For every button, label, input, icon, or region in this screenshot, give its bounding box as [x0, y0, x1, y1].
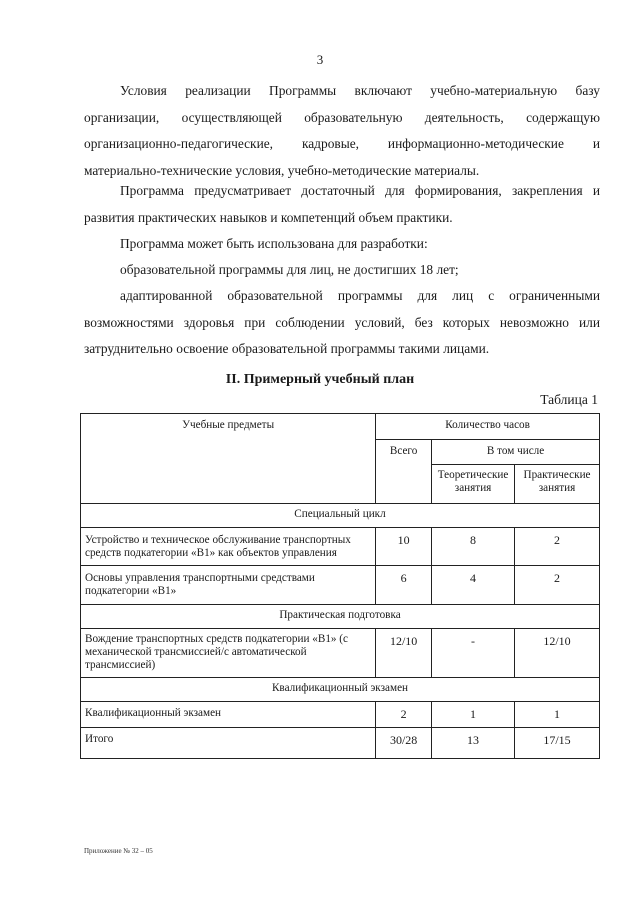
table-row-theory: -	[432, 629, 515, 678]
paragraph-conditions: Условия реализации Программы включают учебно-материальную базу организации, осуществляющей образовательную деятельность, содержащую организационно-педагогические, кадровые, информационно-методические и материально-технические условия, учебно-методические материалы.	[84, 83, 600, 178]
section-qualification-exam: Квалификационный экзамен	[81, 678, 600, 702]
table-row-theory: 4	[432, 566, 515, 605]
paragraph-usage-intro: Программа может быть использована для разработки:	[120, 236, 428, 251]
paragraph-adapted-program: адаптированной образовательной программы для лиц с ограниченными возможностями здоровья при соблюдении условий, без которых невозможно или затруднительно освоение образовательной программы такими лицами.	[84, 288, 600, 356]
header-total: Всего	[376, 440, 432, 504]
header-hours: Количество часов	[376, 414, 600, 440]
table-row-total: 2	[376, 702, 432, 728]
totals-total: 30/28	[376, 728, 432, 759]
table-caption: Таблица 1	[540, 392, 598, 407]
table-row-subject: Основы управления транспортными средствами подкатегории «В1»	[81, 566, 376, 605]
footer-appendix: Приложение № 32 – 05	[84, 847, 153, 855]
table-row-theory: 1	[432, 702, 515, 728]
table-row-total: 12/10	[376, 629, 432, 678]
table-row-practice: 2	[515, 528, 600, 566]
totals-practice: 17/15	[515, 728, 600, 759]
page-number: 3	[316, 52, 324, 67]
table-row-total: 6	[376, 566, 432, 605]
curriculum-table	[80, 413, 600, 759]
header-practice: Практические занятия	[515, 465, 600, 504]
section-title: II. Примерный учебный план	[225, 372, 415, 387]
table-row-practice: 12/10	[515, 629, 600, 678]
table-row-subject: Квалификационный экзамен	[81, 702, 376, 728]
totals-label: Итого	[81, 728, 376, 759]
header-theory: Теоретические занятия	[432, 465, 515, 504]
paragraph-practice-volume: Программа предусматривает достаточный для формирования, закрепления и развития практических навыков и компетенций объем практики.	[84, 183, 600, 225]
table-row-theory: 8	[432, 528, 515, 566]
paragraph-under-18: образовательной программы для лиц, не достигших 18 лет;	[120, 262, 459, 277]
header-subjects: Учебные предметы	[81, 414, 376, 504]
table-row-subject: Устройство и техническое обслуживание транспортных средств подкатегории «В1» как объектов управления	[81, 528, 376, 566]
table-row-subject: Вождение транспортных средств подкатегории «В1» (с механической трансмиссией/с автоматической трансмиссией)	[81, 629, 376, 678]
table-row-total: 10	[376, 528, 432, 566]
header-including: В том числе	[432, 440, 600, 465]
table-row-practice: 2	[515, 566, 600, 605]
table-row-practice: 1	[515, 702, 600, 728]
section-special-cycle: Специальный цикл	[81, 504, 600, 528]
section-practical-training: Практическая подготовка	[81, 605, 600, 629]
totals-theory: 13	[432, 728, 515, 759]
